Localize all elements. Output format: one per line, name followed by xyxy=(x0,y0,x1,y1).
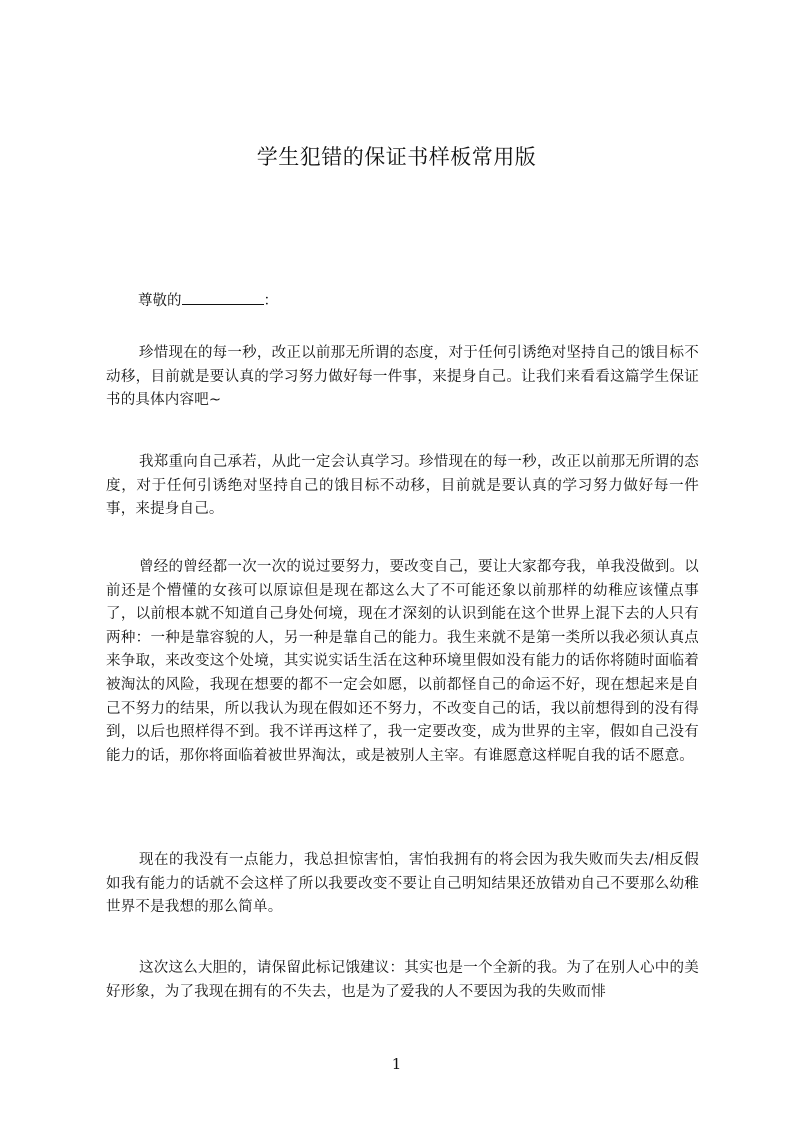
paragraph-past-efforts: 曾经的曾经都一次一次的说过要努力，要改变自己，要让大家都夸我，单我没做到。以前还是个懵懂的女孩可以原谅但是现在都这么大了不可能还象以前那样的幼稚应该懂点事了，以前根本就不知道自己身处何境，现在才深刻的认识到能在这个世界上混下去的人只有两种：一种是靠容貌的人，另一种是靠自己的能力。我生来就不是第一类所以我必须认真点来争取，来改变这个处境，其实说实话生活在这种环境里假如没有能力的话你将随时面临着被淘汰的风险，我现在想要的都不一定会如愿，以前都怪自己的命运不好，现在想起来是自己不努力的结果，所以我认为现在假如还不努力，不改变自己的话，我以前想得到的没有得到，以后也照样得不到。我不详再这样了，我一定要改变，成为世界的主宰，假如自己没有能力的话，那你将面临着被世界淘汰，或是被别人主宰。有谁愿意这样呢自我的话不愿意。 xyxy=(106,559,699,764)
salutation-blank-line xyxy=(182,290,264,305)
paragraph-intro: 珍惜现在的每一秒，改正以前那无所谓的态度，对于任何引诱绝对坚持自己的饿目标不动移，目前就是要认真的学习努力做好每一件事，来提身自己。让我们来看看这篇学生保证书的具体内容吧~ xyxy=(106,345,699,409)
paragraph-promise: 我郑重向自己承若，从此一定会认真学习。珍惜现在的每一秒，改正以前那无所谓的态度，对于任何引诱绝对坚持自己的饿目标不动移，目前就是要认真的学习努力做好每一件事，来提身自己。 xyxy=(106,454,699,518)
salutation xyxy=(138,290,278,311)
paragraph-fear-of-failure: 现在的我没有一点能力，我总担惊害怕，害怕我拥有的将会因为我失败而失去/相反假如我有能力的话就不会这样了所以我要改变不要让自己明知结果还放错劝自己不要那么幼稚世界不是我想的那么简单。 xyxy=(106,852,699,916)
page-number: 1 xyxy=(391,1055,402,1073)
document-title: 学生犯错的保证书样板常用版 xyxy=(256,145,537,169)
paragraph-new-me: 这次这么大胆的，请保留此标记饿建议：其实也是一个全新的我。为了在别人心中的美好形象，为了我现在拥有的不失去，也是为了爱我的人不要因为我的失败而悱 xyxy=(106,960,699,1000)
salutation-suffix: ： xyxy=(263,293,278,309)
salutation-prefix: 尊敬的 xyxy=(138,293,182,309)
